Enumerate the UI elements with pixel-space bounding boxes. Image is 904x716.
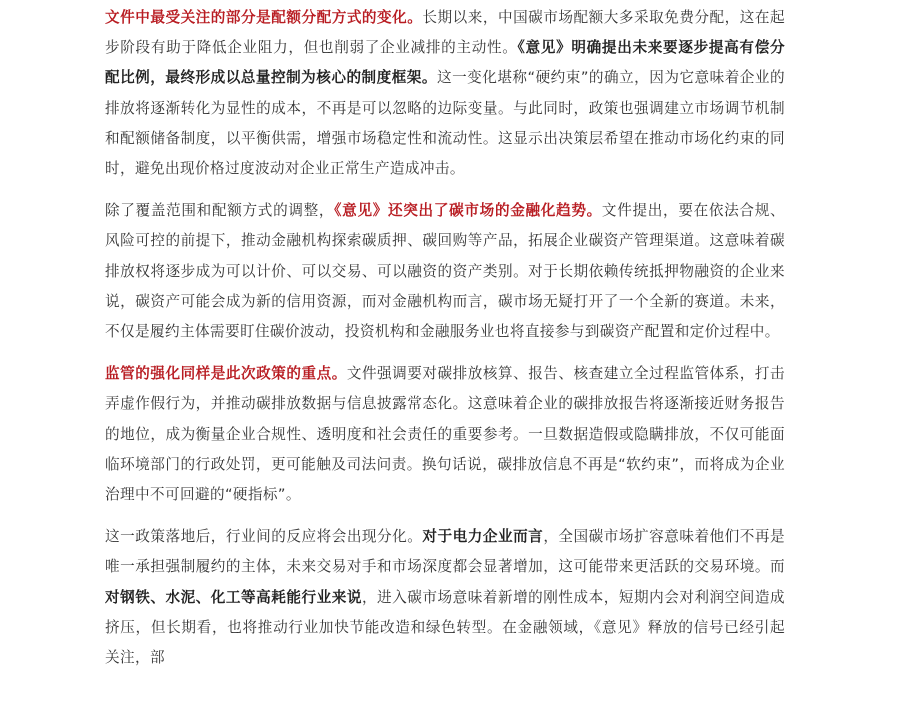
highlight-allocation-change: 文件中最受关注的部分是配额分配方式的变化。 (105, 9, 423, 26)
paragraph-financialization (105, 196, 785, 347)
text-span: 文件强调要对碳排放核算、报告、核查建立全过程监管体系，打击弄虚作假行为，并推动碳排放数据与信息披露常态化。这意味着企业的碳排放报告将逐渐接近财务报告的地位，成为衡量企业合规性、透明度和社会责任的重要参考。一旦数据造假或隐瞒排放，不仅可能面临环境部门的行政处罚，更可能触及司法问责。换句话说，碳排放信息不再是“软约束”，而将成为企业治理中不可回避的“硬指标”。 (105, 365, 786, 504)
text-span: 文件提出，要在依法合规、风险可控的前提下，推动金融机构探索碳质押、碳回购等产品，拓展企业碳资产管理渠道。这意味着碳排放权将逐步成为可以计价、可以交易、可以融资的资产类别。对于长期依赖传统抵押物融资的企业来说，碳资产可能会成为新的信用资源，而对金融机构而言，碳市场无疑打开了一个全新的赛道。未来，不仅是履约主体需要盯住碳价波动，投资机构和金融服务业也将直接参与到碳资产配置和定价过程中。 (105, 202, 785, 341)
paragraph-regulation (105, 359, 785, 510)
bold-heavy-industry: 对钢铁、水泥、化工等高耗能行业来说 (105, 588, 362, 606)
paragraph-industry-reaction (105, 522, 785, 673)
text-span: 长期以来，中国碳市场配额大多采取免费分配，这在起步阶段有助于降低企业阻力，但也削弱了企业减排的主动性。 (105, 9, 785, 57)
bold-power-companies: 对于电力企业而言 (422, 528, 544, 546)
paragraph-allocation (105, 3, 785, 184)
text-span: 这一变化堪称“硬约束”的确立，因为它意味着企业的排放将逐渐转化为显性的成本，不再是可以忽略的边际变量。与此同时，政策也强调建立市场调节机制和配额储备制度，以平衡供需，增强市场稳定性和流动性。这显示出决策层希望在推动市场化约束的同时，避免出现价格过度波动对企业正常生产造成冲击。 (105, 69, 785, 178)
text-span: 除了覆盖范围和配额方式的调整， (105, 202, 335, 220)
text-span: 这一政策落地后，行业间的反应将会出现分化。 (105, 528, 423, 546)
article-body (105, 3, 785, 685)
bold-paid-allocation: 《意见》明确提出未来要逐步提高有偿分配比例，最终形成以总量控制为核心的制度框架。 (105, 39, 785, 87)
highlight-financialization: 《意见》还突出了碳市场的金融化趋势。 (334, 202, 602, 220)
text-span: ，进入碳市场意味着新增的刚性成本，短期内会对利润空间造成挤压，但长期看，也将推动行业加快节能改造和绿色转型。在金融领域，《意见》释放的信号已经引起关注，部 (105, 588, 785, 667)
text-span: ，全国碳市场扩容意味着他们不再是唯一承担强制履约的主体，未来交易对手和市场深度都会显著增加，这可能带来更活跃的交易环境。而 (105, 528, 786, 576)
highlight-regulation: 监管的强化同样是此次政策的重点。 (105, 365, 347, 383)
